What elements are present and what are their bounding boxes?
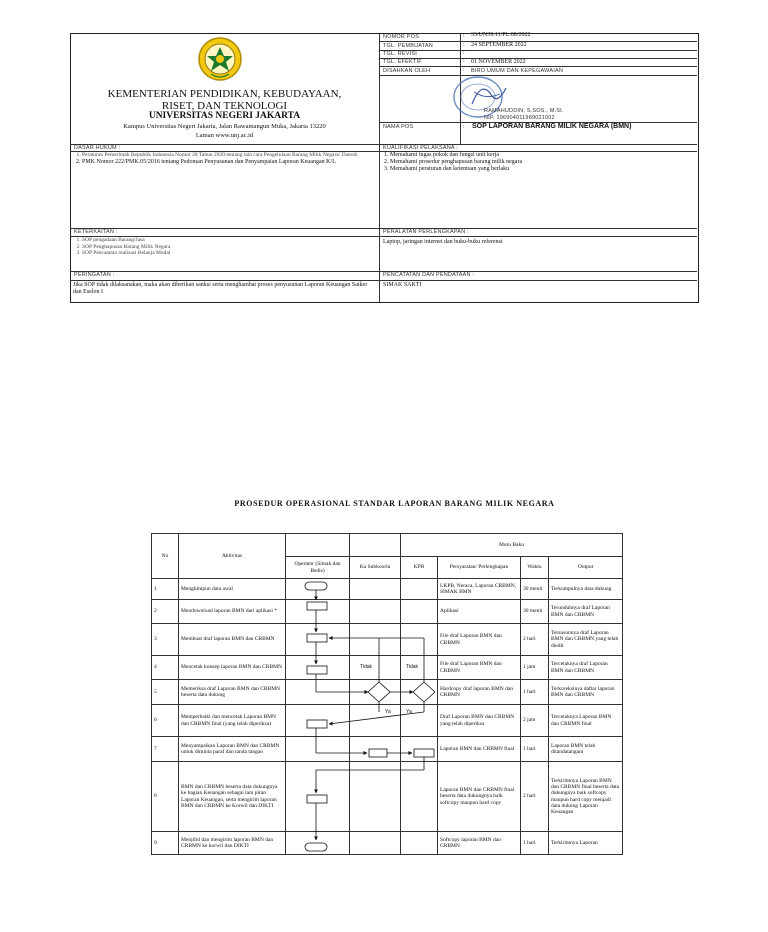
flow-decision-ka-subkoorla <box>368 682 390 702</box>
header-kpb: KPB <box>401 557 438 579</box>
row-aktivitas: Menjilid dan mengirim laporan BMN dan CRBMN ke korwil dan DIKTI <box>179 832 286 855</box>
flow-process-6 <box>307 720 327 728</box>
row-waktu: 2 hari <box>521 762 549 832</box>
row-no: 9 <box>152 832 179 855</box>
colon: : <box>463 33 465 39</box>
header-aktivitas: Aktivitas <box>179 534 286 579</box>
header-mutu-baku: Mutu Baku <box>401 534 623 557</box>
row-persyaratan: Laporan BMN dan CRBMN final beserta data dukungnya baik softcopy maupun hard copy <box>438 762 521 832</box>
keterkaitan-item: 2. SOP Penghapusan Barang Milik Negara <box>82 244 376 251</box>
row-aktivitas: Memperbaiki dan mencetak Laporan BMN dan CRBMN final (yang telah diperiksa) <box>179 705 286 737</box>
decision-label-tidak: Tidak <box>406 664 419 670</box>
disahkan-nip: NIP. 196904011989021002 <box>484 115 555 121</box>
kualifikasi-item: 3. Memahami peraturan dan ketentuan yang berlaku <box>390 166 694 173</box>
row-waktu: 1 hari <box>521 680 549 705</box>
flow-process-7-ka <box>369 749 387 757</box>
row-aktivitas: BMN dan CRBMN beserta data dukungnya ke bagian Keuangan sebagai lam piran Laporan Keuangan, serta mengirim laporan BMN dan CRBMN ke Korwil dan DIKTI <box>179 762 286 832</box>
dasar-hukum-item: 1. Peraturan Pemerintah Republik Indonesia Nomor 28 Tahun 2020 tentang tata cara Pengelolaan Barang Milik Negara/ Daerah <box>82 152 376 159</box>
row-output: Terkirimnya Laporan <box>549 832 623 855</box>
row-persyaratan: Laporan BMN dan CRBMN final <box>438 737 521 762</box>
disahkan-label: DISAHKAN OLEH <box>383 68 431 74</box>
peringatan-value: Jika SOP tidak dilaksanakan, maka akan diberikan sanksi serta menghambat proses penyusunan Laporan Keuangan Satker dan Eselon I <box>73 282 368 295</box>
pencatatan-label: PENCATATAN DAN PENDATAAN : <box>383 272 475 278</box>
header-no: No <box>152 534 179 579</box>
row-aktivitas: Membuat draf laporan BMN dan CRBMN <box>179 624 286 656</box>
dasar-hukum-item: 2. PMK Nomor 222/PMK.05/2016 tentang Pedoman Penyusunan dan Penyampaian Laporan Keuangan K/L <box>82 159 376 166</box>
row-waktu: 1 hari <box>521 832 549 855</box>
keterkaitan-item: 3. SOP Pencatatan realisasi Belanja Modal <box>82 250 376 257</box>
row-persyaratan: Aplikasi <box>438 600 521 624</box>
nomor-pos-value: 33/UN39.11/PL.08/2022 <box>471 32 531 38</box>
ministry-title-line1: KEMENTERIAN PENDIDIKAN, KEBUDAYAAN, <box>107 88 342 100</box>
header-persyaratan: Persyaratan/ Perlengkapan <box>438 557 521 579</box>
flow-process-7-kpb <box>414 749 434 757</box>
pencatatan-value: SIMAK SAKTI <box>383 282 422 288</box>
row-waktu: 30 menit <box>521 579 549 600</box>
ministry-title-line2: RISET, DAN TEKNOLOGI <box>161 100 288 112</box>
flow-process-3 <box>307 634 327 642</box>
tgl-pembuatan-label: TGL. PEMBUATAN <box>383 43 433 49</box>
dasar-hukum-label: DASAR HUKUM : <box>74 145 121 151</box>
row-aktivitas: Mendownload laporan BMN dari aplikasi * <box>179 600 286 624</box>
row-output: Tercetaknya Laporan BMN dan CRBMN final <box>549 705 623 737</box>
kualifikasi-item: 1. Memahami tugas pokok dan fungsi unit kerja <box>390 152 694 159</box>
row-output: Terkumpulnya data dukung <box>549 579 623 600</box>
row-aktivitas: Memeriksa draf Laporan BMN dan CRBMN beserta data dukung <box>179 680 286 705</box>
row-aktivitas: Menghimpun data awal <box>179 579 286 600</box>
flow-decision-kpb <box>413 682 435 702</box>
row-no: 6 <box>152 705 179 737</box>
row-waktu: 2 jam <box>521 705 549 737</box>
row-persyaratan: LKPB, Neraca, Laporan CRBMN, SIMAK BMN <box>438 579 521 600</box>
row-persyaratan: Draf Laporan BMN dan CRBMN yang telah diperiksa <box>438 705 521 737</box>
keterkaitan-label: KETERKAITAN : <box>74 229 118 235</box>
row-output: Terkirimnya Laporan BMN dan CRBMN final beserta data dukungnya baik softcopy maupun hard copy menjadi data dukung Laporan Keuangan <box>549 762 623 832</box>
keterkaitan-item: 1. SOP pengadaan Barang/Jasa <box>82 237 376 244</box>
row-aktivitas: Mencetak konsep laporan BMN dan CRBMN <box>179 656 286 680</box>
decision-label-ya: Ya <box>406 709 412 715</box>
row-persyaratan: File draf Laporan BMN dan CRBMN <box>438 624 521 656</box>
row-persyaratan: Hardcopy draf laporan BMN dan CRBMN <box>438 680 521 705</box>
disahkan-name: RAMAHUDDIN, S.SOS., M.SI. <box>484 108 564 114</box>
peralatan-label: PERALATAN PERLENGKAPAN : <box>383 229 469 235</box>
tgl-efektif-label: TGL. EFEKTIF <box>383 59 422 65</box>
nama-pos-value: SOP LAPORAN BARANG MILIK NEGARA (BMN) <box>472 123 632 130</box>
colon: : <box>463 67 465 73</box>
header-waktu: Waktu <box>521 557 549 579</box>
row-no: 5 <box>152 680 179 705</box>
row-persyaratan: Softcopy laporan BMN dan CRBMN <box>438 832 521 855</box>
university-address: Kampus Universitas Negeri Jakarta, Jalan Rawamangun Muka, Jakarta 13220 <box>123 123 326 130</box>
row-waktu: 30 menit <box>521 600 549 624</box>
row-no: 3 <box>152 624 179 656</box>
university-website: Laman www.unj.ac.id <box>195 132 254 139</box>
row-waktu: 2 hari <box>521 624 549 656</box>
row-waktu: 1 hari <box>521 737 549 762</box>
flow-process-8 <box>307 795 327 803</box>
header-output: Output <box>549 557 623 579</box>
row-output: Laporan BMN telah ditandatangani <box>549 737 623 762</box>
university-name: UNIVERSITAS NEGERI JAKARTA <box>148 111 301 121</box>
row-no: 8 <box>152 762 179 832</box>
flow-start-terminator <box>305 582 327 590</box>
row-no: 4 <box>152 656 179 680</box>
row-no: 2 <box>152 600 179 624</box>
disahkan-unit: BIRO UMUM DAN KEPEGAWAIAN <box>471 68 563 74</box>
flow-end-terminator <box>305 843 327 851</box>
row-waktu: 1 jam <box>521 656 549 680</box>
row-output: Terkoreksinya daftar laporan BMN dan CRBMN <box>549 680 623 705</box>
flow-process-4 <box>307 666 327 674</box>
kualifikasi-item: 2. Memahami prosedur penghapusan barang milik negara <box>390 159 694 166</box>
row-aktivitas: Menyampaikan Laporan BMN dan CRBMN untuk diminta paraf dan tanda tangan <box>179 737 286 762</box>
row-persyaratan: File draf Laporan BMN dan CRBMN <box>438 656 521 680</box>
header-operator: Operator (Simak dan Bedis) <box>286 557 350 579</box>
colon: : <box>463 42 465 48</box>
row-output: Tercetaknya draf Laporan BMN dan CRBMN <box>549 656 623 680</box>
kualifikasi-label: KUALIFIKASI PELAKSANA : <box>383 145 458 151</box>
peralatan-value: Laptop, jaringan internet dan buku-buku referensi <box>383 239 503 245</box>
colon: : <box>463 50 465 56</box>
peringatan-label: PERINGATAN : <box>74 272 115 278</box>
header-ka-subkoorla: Ka Subkoorla <box>350 557 401 579</box>
tgl-efektif-value: 01 NOVEMBER 2022 <box>471 59 526 65</box>
row-output: Tersusunnya draf Laporan BMN dan CRBMN yang telah diedit <box>549 624 623 656</box>
colon: : <box>463 124 465 130</box>
tgl-revisi-label: TGL. REVISI <box>383 51 417 57</box>
decision-label-ya: Ya <box>385 709 391 715</box>
flow-process-2 <box>307 602 327 610</box>
nomor-pos-label: NOMOR POS <box>383 34 420 40</box>
row-output: Terunduhnya draf Laporan BMN dan CRBMN <box>549 600 623 624</box>
row-no: 1 <box>152 579 179 600</box>
colon: : <box>463 58 465 64</box>
tgl-pembuatan-value: 24 SEPTEMBER 2022 <box>471 42 527 48</box>
decision-label-tidak: Tidak <box>360 664 373 670</box>
nama-pos-label: NAMA POS <box>383 124 414 130</box>
row-no: 7 <box>152 737 179 762</box>
procedure-title: PROSEDUR OPERASIONAL STANDAR LAPORAN BARANG MILIK NEGARA <box>234 499 555 508</box>
